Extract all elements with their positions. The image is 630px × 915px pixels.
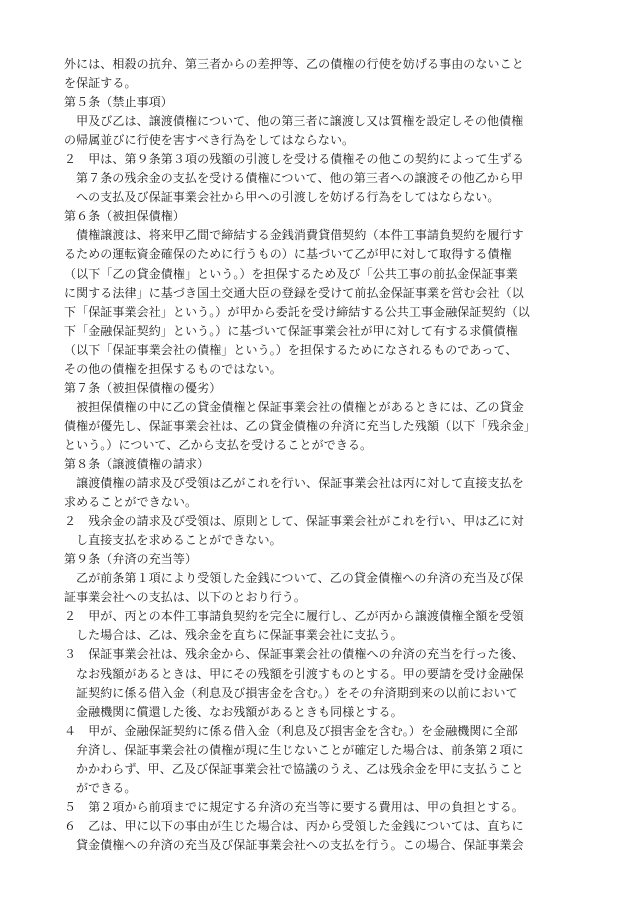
text-line: 第５条（禁止事項）	[64, 95, 173, 110]
text-line: かかわらず、甲、乙及び保証事業会社で協議のうえ、乙は残余金を甲に支払うこと	[76, 761, 524, 776]
text-line: ２ 甲が、丙との本件工事請負契約を完全に履行し、乙が丙から譲渡債権全額を受領	[64, 609, 524, 624]
text-line: 債権が優先し、保証事業会社は、乙の貸金債権の弁済に充当した残額（以下「残余金」	[64, 418, 536, 433]
text-line: 第７条の残余金の支払を受ける債権について、他の第三者への譲渡その他乙から甲	[76, 171, 524, 186]
text-line: 第７条（被担保債権の優劣）	[64, 380, 222, 395]
text-line: ６ 乙は、甲に以下の事由が生じた場合は、丙から受領した金銭については、直ちに	[64, 818, 524, 833]
text-line: 甲及び乙は、譲渡債権について、他の第三者に譲渡し又は質権を設定しその他債権	[64, 114, 524, 129]
text-line: 証契約に係る借入金（利息及び損害金を含む。）をその弁済期到来の以前において	[76, 685, 518, 700]
text-line: ３ 保証事業会社は、残余金から、保証事業会社の債権への弁済の充当を行った後、	[64, 647, 524, 662]
text-line: 外には、相殺の抗弁、第三者からの差押等、乙の債権の行使を妨げる事由のないこと	[64, 57, 524, 71]
text-line: への支払及び保証事業会社から甲への引渡しを妨げる行為をしてはならない。	[76, 190, 500, 205]
text-line: 被担保債権の中に乙の貸金債権と保証事業会社の債権とがあるときには、乙の貸金	[64, 399, 524, 414]
text-line: を保証する。	[64, 76, 137, 91]
text-line: ができる。	[76, 780, 137, 795]
document-body	[64, 55, 570, 855]
text-line: 金融機関に償還した後、なお残額があるときも同様とする。	[76, 704, 403, 719]
text-line: 第６条（被担保債権）	[64, 209, 186, 224]
text-line: ２ 甲は、第９条第３項の残額の引渡しを受ける債権その他この契約によって生ずる	[64, 152, 524, 167]
text-line: 譲渡債権の請求及び受領は乙がこれを行い、保証事業会社は丙に対して直接支払を	[64, 476, 524, 491]
text-line: 下「金融保証契約」という。）に基づいて保証事業会社が甲に対して有する求償債権	[64, 323, 518, 338]
text-line: 債権譲渡は、将来甲乙間で締結する金銭消費貸借契約（本件工事請負契約を履行す	[64, 228, 524, 243]
text-line: し直接支払を求めることができない。	[76, 533, 282, 548]
text-line: るための運転資金確保のために行うもの）に基づいて乙が甲に対して取得する債権	[64, 247, 512, 262]
text-line: 下「保証事業会社」という。）が甲から委託を受け締結する公共工事金融保証契約（以	[64, 304, 530, 319]
text-line: に関する法律」に基づき国土交通大臣の登録を受けて前払金保証事業を営む会社（以	[64, 285, 524, 300]
text-line: 証事業会社への支払は、以下のとおり行う。	[64, 590, 307, 605]
text-line: （以下「保証事業会社の債権」という。）を担保するためになされるものであって、	[64, 342, 518, 357]
text-line: 第８条（譲渡債権の請求）	[64, 456, 210, 471]
text-line: ５ 第２項から前項までに規定する弁済の充当等に要する費用は、甲の負担とする。	[64, 799, 524, 814]
text-line: ４ 甲が、金融保証契約に係る借入金（利息及び損害金を含む。）を金融機関に全部	[64, 723, 518, 738]
text-line: 第９条（弁済の充当等）	[64, 552, 198, 567]
text-line: 乙が前条第１項により受領した金銭について、乙の貸金債権への弁済の充当及び保	[64, 571, 524, 586]
text-line: の帰属並びに行使を害すべき行為をしてはならない。	[64, 133, 355, 148]
text-line: 貸金債権への弁済の充当及び保証事業会社への支払を行う。この場合、保証事業会	[76, 837, 524, 852]
text-line: 弁済し、保証事業会社の債権が現に生じないことが確定した場合は、前条第２項に	[76, 742, 524, 757]
text-line: という。）について、乙から支払を受けることができる。	[64, 437, 373, 452]
text-line: した場合は、乙は、残余金を直ちに保証事業会社に支払う。	[76, 628, 403, 643]
text-line: 求めることができない。	[64, 495, 198, 510]
text-line: （以下「乙の貸金債権」という。）を担保するため及び「公共工事の前払金保証事業	[64, 266, 518, 281]
text-line: ２ 残余金の請求及び受領は、原則として、保証事業会社がこれを行い、甲は乙に対	[64, 514, 524, 529]
text-line: なお残額があるときは、甲にその残額を引渡すものとする。甲の要請を受け金融保	[76, 666, 524, 681]
text-line: その他の債権を担保するものではない。	[64, 361, 282, 376]
